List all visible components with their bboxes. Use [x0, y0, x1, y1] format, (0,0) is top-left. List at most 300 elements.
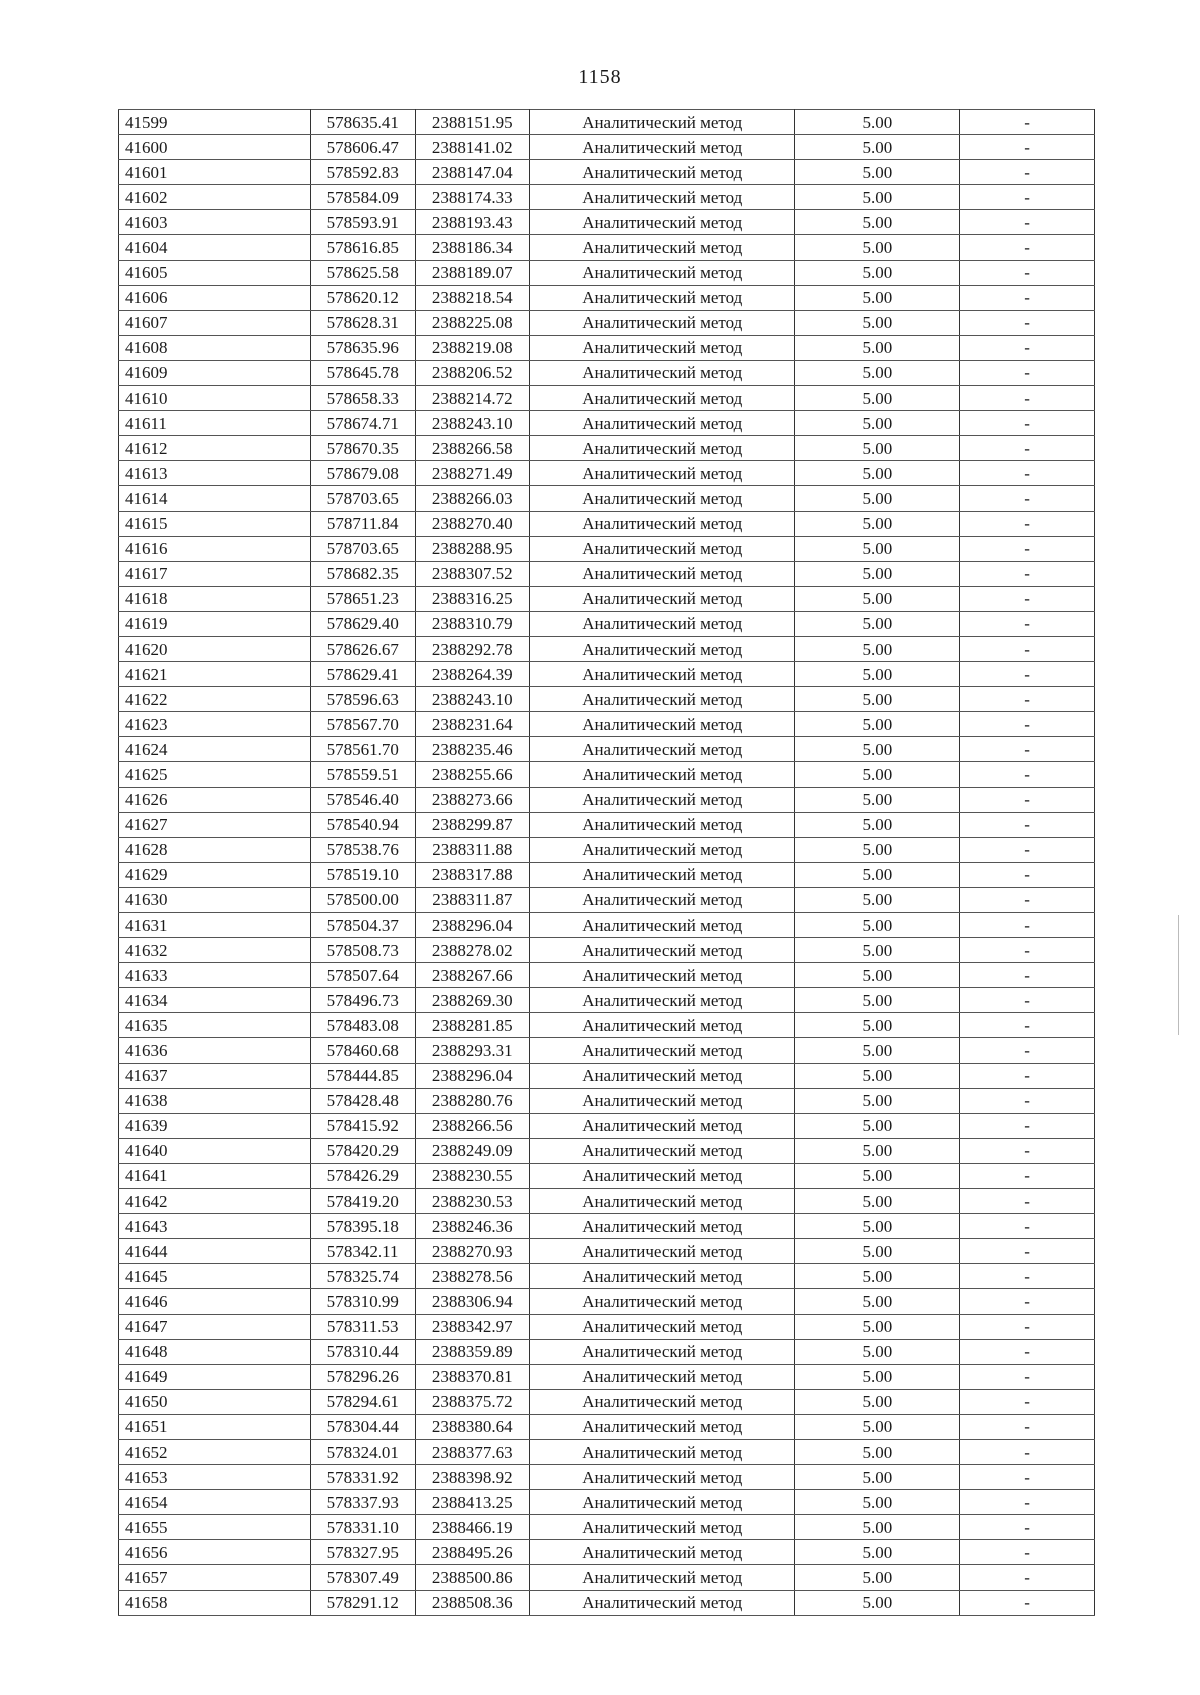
accuracy-cell: 5.00 [795, 1289, 960, 1314]
note-cell: - [960, 1565, 1095, 1590]
accuracy-cell: 5.00 [795, 1088, 960, 1113]
point-number-cell: 41636 [119, 1038, 311, 1063]
method-cell: Аналитический метод [530, 611, 795, 636]
table-row [119, 411, 1095, 436]
note-cell: - [960, 1540, 1095, 1565]
table-row [119, 536, 1095, 561]
table-row [119, 1515, 1095, 1540]
point-number-cell: 41656 [119, 1540, 311, 1565]
x-coordinate-cell: 578310.99 [310, 1289, 415, 1314]
y-coordinate-cell: 2388186.34 [415, 235, 530, 260]
method-cell: Аналитический метод [530, 737, 795, 762]
note-cell: - [960, 787, 1095, 812]
note-cell: - [960, 913, 1095, 938]
point-number-cell: 41657 [119, 1565, 311, 1590]
table-row [119, 1439, 1095, 1464]
y-coordinate-cell: 2388377.63 [415, 1439, 530, 1464]
accuracy-cell: 5.00 [795, 561, 960, 586]
note-cell: - [960, 1364, 1095, 1389]
table-row [119, 1163, 1095, 1188]
point-number-cell: 41621 [119, 662, 311, 687]
note-cell: - [960, 335, 1095, 360]
x-coordinate-cell: 578620.12 [310, 285, 415, 310]
method-cell: Аналитический метод [530, 712, 795, 737]
x-coordinate-cell: 578593.91 [310, 210, 415, 235]
method-cell: Аналитический метод [530, 135, 795, 160]
x-coordinate-cell: 578444.85 [310, 1063, 415, 1088]
point-number-cell: 41608 [119, 335, 311, 360]
method-cell: Аналитический метод [530, 837, 795, 862]
x-coordinate-cell: 578596.63 [310, 687, 415, 712]
y-coordinate-cell: 2388193.43 [415, 210, 530, 235]
y-coordinate-cell: 2388218.54 [415, 285, 530, 310]
accuracy-cell: 5.00 [795, 1239, 960, 1264]
y-coordinate-cell: 2388214.72 [415, 386, 530, 411]
x-coordinate-cell: 578504.37 [310, 913, 415, 938]
method-cell: Аналитический метод [530, 662, 795, 687]
method-cell: Аналитический метод [530, 411, 795, 436]
accuracy-cell: 5.00 [795, 1264, 960, 1289]
point-number-cell: 41641 [119, 1163, 311, 1188]
point-number-cell: 41629 [119, 862, 311, 887]
table-row [119, 386, 1095, 411]
table-row [119, 712, 1095, 737]
table-row [119, 1239, 1095, 1264]
table-row [119, 1038, 1095, 1063]
x-coordinate-cell: 578291.12 [310, 1590, 415, 1615]
table-row [119, 913, 1095, 938]
table-row [119, 1189, 1095, 1214]
y-coordinate-cell: 2388342.97 [415, 1314, 530, 1339]
note-cell: - [960, 1515, 1095, 1540]
y-coordinate-cell: 2388311.88 [415, 837, 530, 862]
point-number-cell: 41647 [119, 1314, 311, 1339]
table-row [119, 1264, 1095, 1289]
method-cell: Аналитический метод [530, 812, 795, 837]
x-coordinate-cell: 578508.73 [310, 938, 415, 963]
x-coordinate-cell: 578703.65 [310, 536, 415, 561]
note-cell: - [960, 1289, 1095, 1314]
method-cell: Аналитический метод [530, 1490, 795, 1515]
x-coordinate-cell: 578311.53 [310, 1314, 415, 1339]
y-coordinate-cell: 2388278.02 [415, 938, 530, 963]
accuracy-cell: 5.00 [795, 235, 960, 260]
y-coordinate-cell: 2388266.03 [415, 486, 530, 511]
table-row [119, 1414, 1095, 1439]
table-row [119, 310, 1095, 335]
method-cell: Аналитический метод [530, 1113, 795, 1138]
point-number-cell: 41601 [119, 160, 311, 185]
method-cell: Аналитический метод [530, 1038, 795, 1063]
x-coordinate-cell: 578428.48 [310, 1088, 415, 1113]
y-coordinate-cell: 2388264.39 [415, 662, 530, 687]
accuracy-cell: 5.00 [795, 1214, 960, 1239]
note-cell: - [960, 561, 1095, 586]
y-coordinate-cell: 2388231.64 [415, 712, 530, 737]
y-coordinate-cell: 2388230.53 [415, 1189, 530, 1214]
method-cell: Аналитический метод [530, 687, 795, 712]
accuracy-cell: 5.00 [795, 360, 960, 385]
note-cell: - [960, 887, 1095, 912]
x-coordinate-cell: 578310.44 [310, 1339, 415, 1364]
note-cell: - [960, 1439, 1095, 1464]
note-cell: - [960, 210, 1095, 235]
table-row [119, 1314, 1095, 1339]
note-cell: - [960, 586, 1095, 611]
x-coordinate-cell: 578635.96 [310, 335, 415, 360]
note-cell: - [960, 837, 1095, 862]
x-coordinate-cell: 578645.78 [310, 360, 415, 385]
point-number-cell: 41643 [119, 1214, 311, 1239]
y-coordinate-cell: 2388273.66 [415, 787, 530, 812]
x-coordinate-cell: 578507.64 [310, 963, 415, 988]
table-row [119, 160, 1095, 185]
note-cell: - [960, 411, 1095, 436]
x-coordinate-cell: 578670.35 [310, 436, 415, 461]
method-cell: Аналитический метод [530, 1465, 795, 1490]
table-row [119, 938, 1095, 963]
note-cell: - [960, 1038, 1095, 1063]
note-cell: - [960, 110, 1095, 135]
method-cell: Аналитический метод [530, 360, 795, 385]
table-row [119, 887, 1095, 912]
y-coordinate-cell: 2388296.04 [415, 1063, 530, 1088]
accuracy-cell: 5.00 [795, 1565, 960, 1590]
x-coordinate-cell: 578682.35 [310, 561, 415, 586]
note-cell: - [960, 1389, 1095, 1414]
table-row [119, 636, 1095, 661]
x-coordinate-cell: 578626.67 [310, 636, 415, 661]
accuracy-cell: 5.00 [795, 185, 960, 210]
note-cell: - [960, 310, 1095, 335]
x-coordinate-cell: 578324.01 [310, 1439, 415, 1464]
table-row [119, 1339, 1095, 1364]
table-row [119, 687, 1095, 712]
accuracy-cell: 5.00 [795, 1389, 960, 1414]
table-row [119, 812, 1095, 837]
y-coordinate-cell: 2388235.46 [415, 737, 530, 762]
point-number-cell: 41602 [119, 185, 311, 210]
accuracy-cell: 5.00 [795, 335, 960, 360]
accuracy-cell: 5.00 [795, 110, 960, 135]
accuracy-cell: 5.00 [795, 285, 960, 310]
method-cell: Аналитический метод [530, 335, 795, 360]
method-cell: Аналитический метод [530, 913, 795, 938]
table-row [119, 1490, 1095, 1515]
point-number-cell: 41610 [119, 386, 311, 411]
table-row [119, 1063, 1095, 1088]
accuracy-cell: 5.00 [795, 938, 960, 963]
point-number-cell: 41615 [119, 511, 311, 536]
accuracy-cell: 5.00 [795, 1540, 960, 1565]
note-cell: - [960, 1239, 1095, 1264]
point-number-cell: 41627 [119, 812, 311, 837]
method-cell: Аналитический метод [530, 235, 795, 260]
x-coordinate-cell: 578460.68 [310, 1038, 415, 1063]
table-row [119, 862, 1095, 887]
y-coordinate-cell: 2388246.36 [415, 1214, 530, 1239]
x-coordinate-cell: 578679.08 [310, 461, 415, 486]
accuracy-cell: 5.00 [795, 712, 960, 737]
accuracy-cell: 5.00 [795, 837, 960, 862]
table-row [119, 787, 1095, 812]
accuracy-cell: 5.00 [795, 260, 960, 285]
table-row [119, 737, 1095, 762]
note-cell: - [960, 687, 1095, 712]
point-number-cell: 41658 [119, 1590, 311, 1615]
method-cell: Аналитический метод [530, 436, 795, 461]
accuracy-cell: 5.00 [795, 1189, 960, 1214]
x-coordinate-cell: 578426.29 [310, 1163, 415, 1188]
y-coordinate-cell: 2388269.30 [415, 988, 530, 1013]
method-cell: Аналитический метод [530, 1339, 795, 1364]
y-coordinate-cell: 2388310.79 [415, 611, 530, 636]
x-coordinate-cell: 578296.26 [310, 1364, 415, 1389]
table-row [119, 436, 1095, 461]
y-coordinate-cell: 2388249.09 [415, 1138, 530, 1163]
note-cell: - [960, 1339, 1095, 1364]
y-coordinate-cell: 2388174.33 [415, 185, 530, 210]
note-cell: - [960, 988, 1095, 1013]
point-number-cell: 41632 [119, 938, 311, 963]
note-cell: - [960, 185, 1095, 210]
y-coordinate-cell: 2388413.25 [415, 1490, 530, 1515]
point-number-cell: 41630 [119, 887, 311, 912]
point-number-cell: 41631 [119, 913, 311, 938]
note-cell: - [960, 1264, 1095, 1289]
accuracy-cell: 5.00 [795, 436, 960, 461]
table-row [119, 486, 1095, 511]
point-number-cell: 41638 [119, 1088, 311, 1113]
point-number-cell: 41617 [119, 561, 311, 586]
table-row [119, 260, 1095, 285]
accuracy-cell: 5.00 [795, 636, 960, 661]
accuracy-cell: 5.00 [795, 461, 960, 486]
accuracy-cell: 5.00 [795, 1113, 960, 1138]
method-cell: Аналитический метод [530, 1013, 795, 1038]
method-cell: Аналитический метод [530, 963, 795, 988]
y-coordinate-cell: 2388307.52 [415, 561, 530, 586]
accuracy-cell: 5.00 [795, 1138, 960, 1163]
point-number-cell: 41599 [119, 110, 311, 135]
table-row [119, 135, 1095, 160]
point-number-cell: 41633 [119, 963, 311, 988]
accuracy-cell: 5.00 [795, 135, 960, 160]
accuracy-cell: 5.00 [795, 1314, 960, 1339]
y-coordinate-cell: 2388270.40 [415, 511, 530, 536]
point-number-cell: 41628 [119, 837, 311, 862]
x-coordinate-cell: 578304.44 [310, 1414, 415, 1439]
y-coordinate-cell: 2388147.04 [415, 160, 530, 185]
point-number-cell: 41650 [119, 1389, 311, 1414]
point-number-cell: 41642 [119, 1189, 311, 1214]
method-cell: Аналитический метод [530, 787, 795, 812]
note-cell: - [960, 737, 1095, 762]
note-cell: - [960, 1063, 1095, 1088]
x-coordinate-cell: 578629.41 [310, 662, 415, 687]
y-coordinate-cell: 2388370.81 [415, 1364, 530, 1389]
x-coordinate-cell: 578419.20 [310, 1189, 415, 1214]
method-cell: Аналитический метод [530, 988, 795, 1013]
method-cell: Аналитический метод [530, 887, 795, 912]
table-row [119, 1565, 1095, 1590]
point-number-cell: 41623 [119, 712, 311, 737]
point-number-cell: 41624 [119, 737, 311, 762]
point-number-cell: 41652 [119, 1439, 311, 1464]
table-row [119, 762, 1095, 787]
method-cell: Аналитический метод [530, 386, 795, 411]
x-coordinate-cell: 578538.76 [310, 837, 415, 862]
x-coordinate-cell: 578628.31 [310, 310, 415, 335]
accuracy-cell: 5.00 [795, 1515, 960, 1540]
note-cell: - [960, 235, 1095, 260]
x-coordinate-cell: 578592.83 [310, 160, 415, 185]
table-row [119, 1465, 1095, 1490]
note-cell: - [960, 938, 1095, 963]
y-coordinate-cell: 2388219.08 [415, 335, 530, 360]
x-coordinate-cell: 578616.85 [310, 235, 415, 260]
y-coordinate-cell: 2388495.26 [415, 1540, 530, 1565]
point-number-cell: 41649 [119, 1364, 311, 1389]
accuracy-cell: 5.00 [795, 963, 960, 988]
y-coordinate-cell: 2388293.31 [415, 1038, 530, 1063]
method-cell: Аналитический метод [530, 486, 795, 511]
table-row [119, 1088, 1095, 1113]
table-row [119, 611, 1095, 636]
accuracy-cell: 5.00 [795, 1414, 960, 1439]
x-coordinate-cell: 578519.10 [310, 862, 415, 887]
y-coordinate-cell: 2388225.08 [415, 310, 530, 335]
method-cell: Аналитический метод [530, 1264, 795, 1289]
note-cell: - [960, 1465, 1095, 1490]
table-row [119, 837, 1095, 862]
y-coordinate-cell: 2388316.25 [415, 586, 530, 611]
x-coordinate-cell: 578483.08 [310, 1013, 415, 1038]
point-number-cell: 41603 [119, 210, 311, 235]
y-coordinate-cell: 2388266.56 [415, 1113, 530, 1138]
accuracy-cell: 5.00 [795, 536, 960, 561]
method-cell: Аналитический метод [530, 1439, 795, 1464]
y-coordinate-cell: 2388359.89 [415, 1339, 530, 1364]
x-coordinate-cell: 578307.49 [310, 1565, 415, 1590]
note-cell: - [960, 1088, 1095, 1113]
y-coordinate-cell: 2388151.95 [415, 110, 530, 135]
accuracy-cell: 5.00 [795, 1013, 960, 1038]
note-cell: - [960, 1490, 1095, 1515]
method-cell: Аналитический метод [530, 1239, 795, 1264]
x-coordinate-cell: 578674.71 [310, 411, 415, 436]
table-row [119, 662, 1095, 687]
y-coordinate-cell: 2388141.02 [415, 135, 530, 160]
y-coordinate-cell: 2388270.93 [415, 1239, 530, 1264]
point-number-cell: 41625 [119, 762, 311, 787]
table-row [119, 963, 1095, 988]
accuracy-cell: 5.00 [795, 1364, 960, 1389]
accuracy-cell: 5.00 [795, 1339, 960, 1364]
page-number: 1158 [578, 66, 622, 88]
y-coordinate-cell: 2388271.49 [415, 461, 530, 486]
accuracy-cell: 5.00 [795, 611, 960, 636]
point-number-cell: 41635 [119, 1013, 311, 1038]
method-cell: Аналитический метод [530, 1088, 795, 1113]
x-coordinate-cell: 578331.92 [310, 1465, 415, 1490]
x-coordinate-cell: 578327.95 [310, 1540, 415, 1565]
note-cell: - [960, 1314, 1095, 1339]
table-row [119, 285, 1095, 310]
y-coordinate-cell: 2388466.19 [415, 1515, 530, 1540]
accuracy-cell: 5.00 [795, 1038, 960, 1063]
coordinates-table-body [119, 110, 1095, 1616]
x-coordinate-cell: 578325.74 [310, 1264, 415, 1289]
method-cell: Аналитический метод [530, 536, 795, 561]
method-cell: Аналитический метод [530, 1289, 795, 1314]
table-row [119, 988, 1095, 1013]
x-coordinate-cell: 578651.23 [310, 586, 415, 611]
note-cell: - [960, 511, 1095, 536]
accuracy-cell: 5.00 [795, 1465, 960, 1490]
point-number-cell: 41651 [119, 1414, 311, 1439]
x-coordinate-cell: 578540.94 [310, 812, 415, 837]
y-coordinate-cell: 2388398.92 [415, 1465, 530, 1490]
y-coordinate-cell: 2388266.58 [415, 436, 530, 461]
x-coordinate-cell: 578415.92 [310, 1113, 415, 1138]
x-coordinate-cell: 578584.09 [310, 185, 415, 210]
method-cell: Аналитический метод [530, 1364, 795, 1389]
point-number-cell: 41616 [119, 536, 311, 561]
y-coordinate-cell: 2388255.66 [415, 762, 530, 787]
method-cell: Аналитический метод [530, 938, 795, 963]
note-cell: - [960, 963, 1095, 988]
y-coordinate-cell: 2388281.85 [415, 1013, 530, 1038]
accuracy-cell: 5.00 [795, 1490, 960, 1515]
point-number-cell: 41600 [119, 135, 311, 160]
table-row [119, 1013, 1095, 1038]
table-row [119, 1364, 1095, 1389]
point-number-cell: 41637 [119, 1063, 311, 1088]
y-coordinate-cell: 2388500.86 [415, 1565, 530, 1590]
note-cell: - [960, 285, 1095, 310]
method-cell: Аналитический метод [530, 1590, 795, 1615]
note-cell: - [960, 662, 1095, 687]
note-cell: - [960, 360, 1095, 385]
y-coordinate-cell: 2388288.95 [415, 536, 530, 561]
accuracy-cell: 5.00 [795, 662, 960, 687]
point-number-cell: 41644 [119, 1239, 311, 1264]
table-row [119, 1138, 1095, 1163]
point-number-cell: 41613 [119, 461, 311, 486]
method-cell: Аналитический метод [530, 185, 795, 210]
x-coordinate-cell: 578711.84 [310, 511, 415, 536]
method-cell: Аналитический метод [530, 1540, 795, 1565]
table-row [119, 586, 1095, 611]
y-coordinate-cell: 2388296.04 [415, 913, 530, 938]
note-cell: - [960, 386, 1095, 411]
table-row [119, 1289, 1095, 1314]
method-cell: Аналитический метод [530, 862, 795, 887]
y-coordinate-cell: 2388380.64 [415, 1414, 530, 1439]
table-row [119, 1214, 1095, 1239]
accuracy-cell: 5.00 [795, 586, 960, 611]
note-cell: - [960, 135, 1095, 160]
y-coordinate-cell: 2388375.72 [415, 1389, 530, 1414]
x-coordinate-cell: 578559.51 [310, 762, 415, 787]
note-cell: - [960, 1189, 1095, 1214]
point-number-cell: 41618 [119, 586, 311, 611]
x-coordinate-cell: 578496.73 [310, 988, 415, 1013]
accuracy-cell: 5.00 [795, 386, 960, 411]
y-coordinate-cell: 2388243.10 [415, 687, 530, 712]
y-coordinate-cell: 2388508.36 [415, 1590, 530, 1615]
